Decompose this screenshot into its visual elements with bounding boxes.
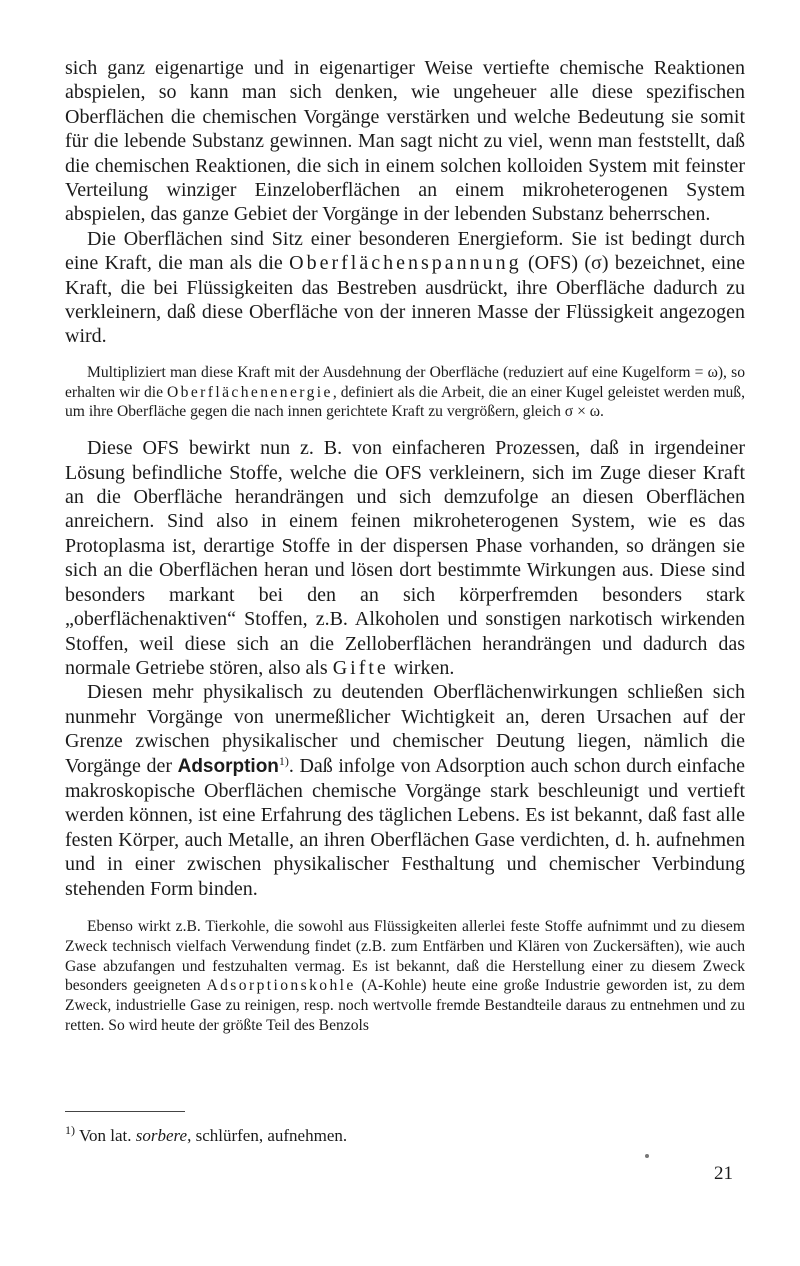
paragraph-2-text-b: (OFS) (σ) bezeichnet, eine Kraft, die bei Flüssigkeiten das Bestreben ausdrückt, ihre Oberfläche dadurch zu verkleinern, daß diese Oberfläche von der inneren Masse der Flüssigkeit angezogen wird. (65, 252, 745, 348)
paragraph-1 (65, 56, 745, 227)
term-adsorptionskohle: Adsorptionskohle (206, 977, 356, 995)
paragraph-4-text-b: wirken. (388, 656, 455, 679)
paragraph-6-text-b: (A-Kohle) heute eine große Industrie geworden ist, zu dem Zweck, industrielle Gase zu reinigen, resp. noch wertvolle fremde Bestandteile daraus zu entnehmen und zu retten. So wird heute der größte Teil des Benzols (65, 977, 745, 1034)
page-number: 21 (714, 1163, 733, 1184)
page-body (65, 56, 745, 1036)
footnote-reference: 1) (278, 753, 289, 768)
footnote (65, 1125, 745, 1147)
footnote-marker: 1) (65, 1123, 75, 1137)
footnote-text-a: Von lat. (75, 1126, 136, 1145)
footnote-term: sorbere (135, 1126, 188, 1145)
paragraph-5 (65, 680, 745, 901)
paragraph-6-small (65, 917, 745, 1036)
paragraph-4 (65, 436, 745, 680)
paragraph-1-text: sich ganz eigenartige und in eigenartiger Weise vertiefte chemische Reaktionen abspielen, so kann man sich denken, wie ungeheuer alle diese spezifischen Oberflächen die chemischen Vorgänge verstärken und welche Bedeutung sie somit für die lebende Substanz gewinnen. Man sagt nicht zu viel, wenn man feststellt, daß die chemischen Reaktionen, die sich in einem solchen kolloiden System mit feinster Verteilung winziger Einzeloberflächen an einem mikroheterogenen System abspielen, das ganze Gebiet der Vorgänge in der lebenden Substanz beherrschen. (65, 57, 745, 226)
paragraph-2 (65, 227, 745, 349)
footnote-text-b: , schlürfen, aufnehmen. (187, 1126, 348, 1145)
paragraph-5-text-a: Diesen mehr physikalisch zu deutenden Oberflächenwirkungen schließen sich nunmehr Vorgänge von unermeßlicher Wichtigkeit an, deren Ursachen auf der Grenze zwischen physikalischer und chemischer Deutung liegen, nämlich die Vorgänge der (65, 681, 745, 777)
footnote-divider (65, 1111, 185, 1112)
print-mark (645, 1154, 649, 1158)
paragraph-3-text-b: , definiert als die Arbeit, die an einer Kugel geleistet werden muß, um ihre Oberfläche gegen die nach innen gerichtete Kraft zu vergrößern, gleich σ × ω. (65, 383, 745, 421)
term-oberflaechenspannung: Oberflächenspannung (289, 252, 522, 275)
paragraph-6-text-a: Ebenso wirkt z.B. Tierkohle, die sowohl aus Flüssigkeiten allerlei feste Stoffe aufnimmt und zu diesem Zweck technisch vielfach Verwendung findet (z.B. zum Entfärben und Klären von Zuckersäften), wie auch Gase abzufangen und festzuhalten vermag. Es ist bekannt, daß die Herstellung einer zu diesem Zweck besonders geeigneten (65, 917, 745, 995)
paragraph-4-text-a: Diese OFS bewirkt nun z. B. von einfacheren Prozessen, daß in irgendeiner Lösung befindliche Stoffe, welche die OFS verkleinern, sich im Zuge dieser Kraft an die Oberfläche herandrängen und sich demzufolge an diesen Oberflächen anreichern. Sind also in einem feinen mikroheterogenen System, wie es das Protoplasma ist, derartige Stoffe in der dispersen Phase vorhanden, so drängen sie sich an die Oberflächen heran und lösen dort bestimmte Wirkungen aus. Diese sind besonders markant bei den an sich körperfremden besonders stark „oberflächenaktiven“ Stoffen, z.B. Alkoholen und sonstigen narkotisch wirkenden Stoffen, weil diese sich an die Zelloberflächen herandrängen und dadurch das normale Getriebe stören, also als (65, 437, 745, 679)
paragraph-2-text-a: Die Oberflächen sind Sitz einer besonderen Energieform. Sie ist bedingt durch eine Kraft, die man als die (65, 227, 745, 275)
term-oberflaechenenergie: Oberflächenenergie (166, 383, 333, 401)
term-gifte: Gifte (332, 656, 389, 679)
paragraph-5-text-b: . Daß infolge von Adsorption auch schon durch einfache makroskopische Oberflächen chemische Vorgänge stark beschleunigt und vertieft werden können, ist eine Erfahrung des täglichen Lebens. Es ist bekannt, daß fast alle festen Körper, auch Metalle, an ihren Oberflächen Gase verdichten, d. h. aufnehmen und in einer zwischen physikalischer Festhaltung und chemischer Verbindung stehenden Form binden. (65, 754, 745, 900)
term-adsorption: Adsorption (177, 755, 279, 777)
paragraph-3-small (65, 363, 745, 422)
paragraph-3-text-a: Multipliziert man diese Kraft mit der Ausdehnung der Oberfläche (reduziert auf eine Kugelform = ω), so erhalten wir die (65, 363, 745, 401)
